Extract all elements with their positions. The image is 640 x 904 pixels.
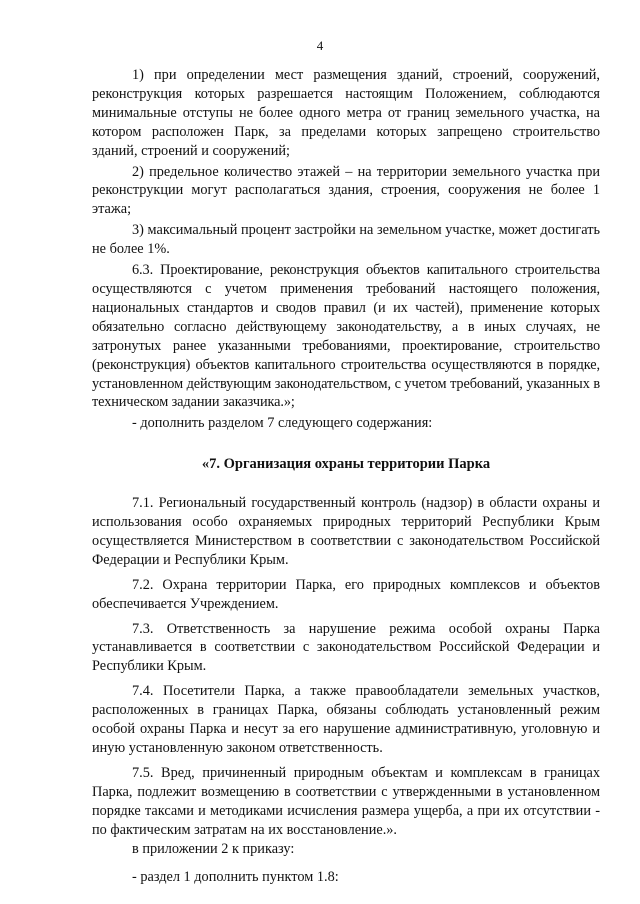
paragraph-item-1: 1) при определении мест размещения зданий, строений, сооружений, реконструкция которых разрешается настоящим Положением, соблюдаются минимальные отступы не более одного метра от границ земельного участка, на котором расположен Парк, за пределами которых запрещено строительство зданий, строений и сооружений; — [92, 67, 600, 159]
paragraph-item-3: 3) максимальный процент застройки на земельном участке, может достигать не более 1%. — [92, 222, 600, 258]
paragraph-7-5: 7.5. Вред, причиненный природным объектам и комплексам в границах Парка, подлежит возмещению в соответствии с утвержденными в установленном порядке таксами и методиками исчисления размера ущерба, а при их отсутствии - по фактическим затратам на их восстановление.». — [92, 764, 600, 838]
paragraph-section-1-add: - раздел 1 дополнить пунктом 1.8: — [132, 869, 339, 886]
paragraph-appendix-2: в приложении 2 к приказу: — [132, 840, 295, 857]
paragraph-7-3: 7.3. Ответственность за нарушение режима особой охраны Парка устанавливается в соответствии с законодательством Российской Федерации и Республики Крым. — [92, 620, 600, 675]
paragraph-6-3: 6.3. Проектирование, реконструкция объектов капитального строительства осуществляются с учетом применения требований настоящего положения, национальных стандартов и сводов правил (и их частей), применение которых обязательно согласно действующему законодательству, а в иных случаях, не затронутых ранее указанными требованиями, проектирование, строительство (реконструкция) объектов капитального строительства осуществляются в порядке, установленном действующим законодательством, с учетом требований, указанных в техническом задании заказчика.»; — [92, 262, 600, 411]
paragraph-7-4: 7.4. Посетители Парка, а также правообладатели земельных участков, расположенных в границах Парка, обязаны соблюдать установленный режим особой охраны Парка и несут за его нарушение административную, уголовную и иную установленную законом ответственность. — [92, 683, 600, 756]
document-body — [92, 66, 600, 887]
paragraph-7-1: 7.1. Региональный государственный контроль (надзор) в области охраны и использования особо охраняемых природных территорий Республики Крым осуществляется Министерством в соответствии с законодательством Российской Федерации и Республики Крым. — [92, 495, 600, 568]
page-number: 4 — [316, 38, 324, 53]
section-title: «7. Организация охраны территории Парка — [201, 456, 491, 473]
paragraph-7-2: 7.2. Охрана территории Парка, его природных комплексов и объектов обеспечивается Учреждением. — [92, 576, 600, 612]
paragraph-add-section: - дополнить разделом 7 следующего содержания: — [132, 415, 433, 432]
paragraph-item-2: 2) предельное количество этажей – на территории земельного участка при реконструкции могут располагаться здания, строения, сооружения не более 1 этажа; — [92, 163, 600, 218]
